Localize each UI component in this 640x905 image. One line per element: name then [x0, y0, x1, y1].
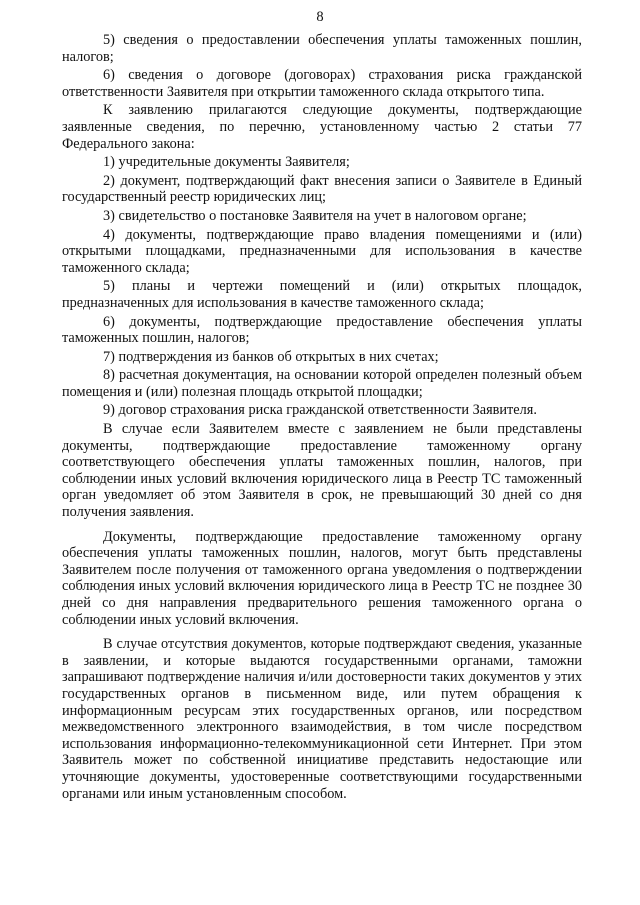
paragraph-missing-documents-request: В случае отсутствия документов, которые подтверждают сведения, указанные в заявлении, и которые выдаются государственными органами, таможни запрашивают подтверждение наличия и/или достоверности таких документов у этих государственных органов в письменном виде, или путем обращения к информационным ресурсам этих государственных органов, или посредством межведомственного электронного взаимодействия, в том числе посредством использования информационно-телекоммуникационной сети Интернет. При этом Заявитель может по собственной инициативе представить недостающие или уточняющие документы, удостоверенные соответствующими государственными органами или иным установленным способом.: [62, 636, 582, 802]
list-item-ownership-documents: 4) документы, подтверждающие право владения помещениями и (или) открытыми площадками, предназначенными для использования в качестве таможенного склада;: [62, 226, 582, 276]
list-item-tax-registration: 3) свидетельство о постановке Заявителя на учет в налоговом органе;: [103, 207, 527, 224]
page-number: 8: [316, 9, 324, 25]
list-item-bank-confirmations: 7) подтверждения из банков об открытых в них счетах;: [103, 348, 439, 365]
paragraph-guarantee-submission-deadline: Документы, подтверждающие предоставление таможенному органу обеспечения уплаты таможенных пошлин, налогов, могут быть представлены Заявителем после получения от таможенного органа уведомления о подтверждении соблюдения иных условий включения юридического лица в Реестр ТС не позднее 30 дней со дня направления предварительного решения таможенного органа о соблюдении иных условий включения.: [62, 528, 582, 628]
paragraph-attached-documents-intro: К заявлению прилагаются следующие документы, подтверждающие заявленные сведения, по перечню, установленному частью 2 статьи 77 Федерального закона:: [62, 102, 582, 152]
list-item-guarantee-documents: 6) документы, подтверждающие предоставление обеспечения уплаты таможенных пошлин, налогов;: [62, 313, 582, 347]
list-item-calculation-documentation: 8) расчетная документация, на основании которой определен полезный объем помещения и (или) полезная площадь открытой площадки;: [62, 367, 582, 400]
list-item-register-entry: 2) документ, подтверждающий факт внесения записи о Заявителе в Единый государственный реестр юридических лиц;: [62, 172, 582, 206]
list-item-insurance-contract: 9) договор страхования риска гражданской ответственности Заявителя.: [103, 402, 537, 419]
paragraph-missing-guarantee-notice: В случае если Заявителем вместе с заявлением не были представлены документы, подтверждающие предоставление таможенному органу соответствующего обеспечения уплаты таможенных пошлин, налогов, при соблюдении иных условий включения юридического лица в Реестр ТС таможенный орган уведомляет об этом Заявителя в срок, не превышающий 30 дней со дня получения заявления.: [62, 421, 582, 521]
list-item-plans-drawings: 5) планы и чертежи помещений и (или) открытых площадок, предназначенных для использования в качестве таможенного склада;: [62, 278, 582, 311]
paragraph-item-5-guarantee: 5) сведения о предоставлении обеспечения уплаты таможенных пошлин, налогов;: [62, 32, 582, 65]
paragraph-item-6-insurance-info: 6) сведения о договоре (договорах) страхования риска гражданской ответственности Заявителя при открытии таможенного склада открытого типа.: [62, 67, 582, 100]
document-body: [62, 32, 582, 802]
list-item-constituent-documents: 1) учредительные документы Заявителя;: [103, 154, 350, 171]
